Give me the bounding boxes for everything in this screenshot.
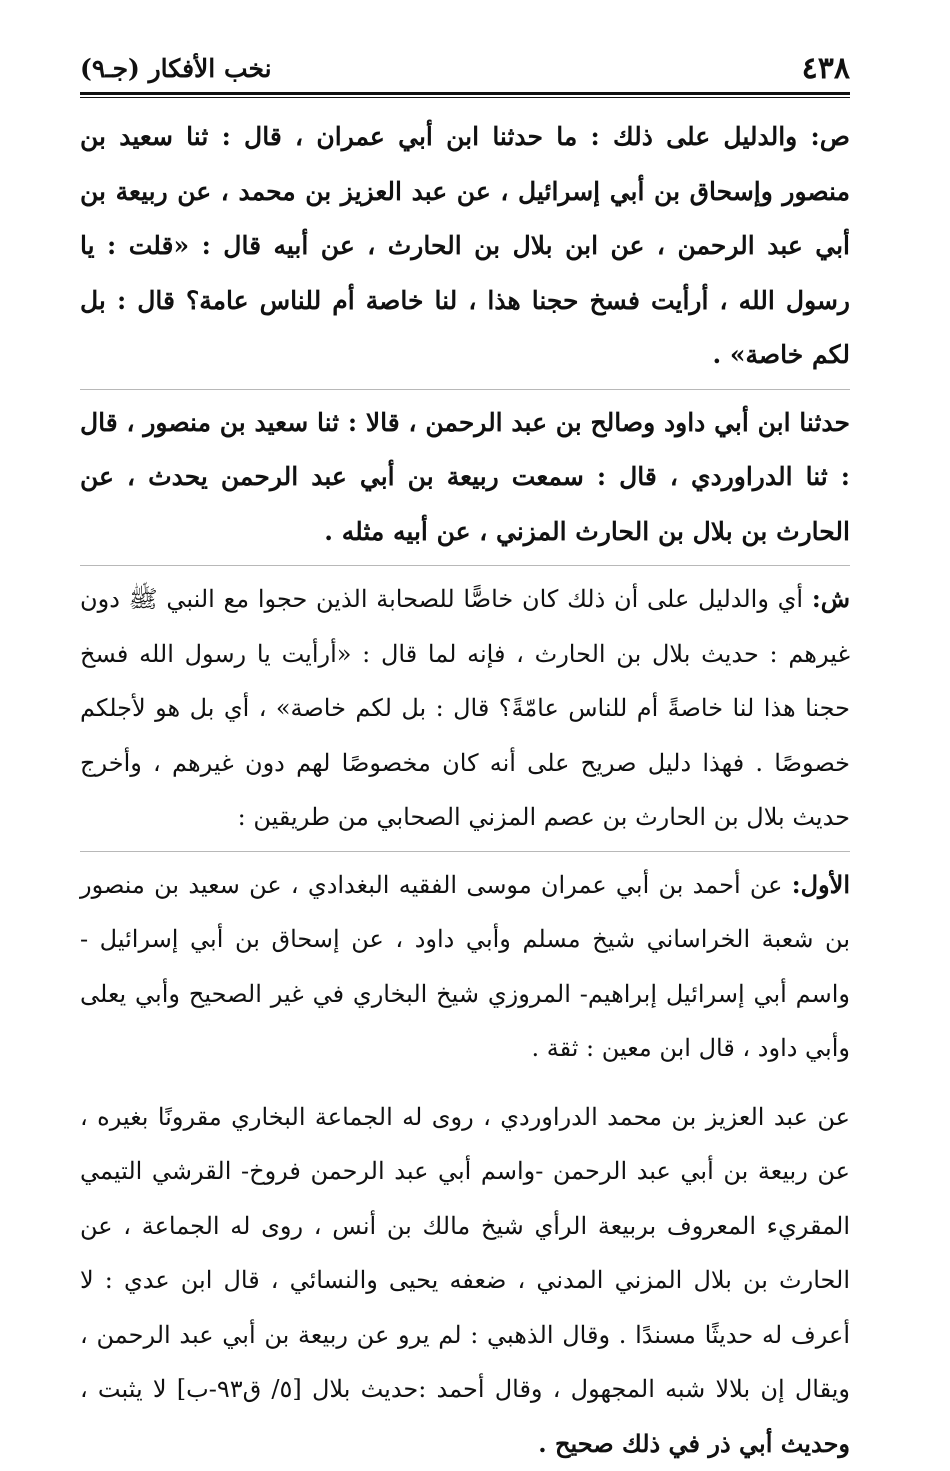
sharh-paragraph-2 (80, 858, 850, 1076)
sharh-marker: ش: (812, 584, 850, 613)
matn-text-2: حدثنا ابن أبي داود وصالح بن عبد الرحمن ، قالا : ثنا سعيد بن منصور ، قال : ثنا الدراوردي ، قال : سمعت ربيعة بن أبي عبد الرحمن يحدث ، عن الحارث بن بلال بن الحارث المزني ، عن أبيه مثله . (80, 408, 850, 546)
sharh-paragraph-1 (80, 572, 850, 845)
closing-bold-text: وحديث أبي ذر في ذلك صحيح . (538, 1429, 850, 1458)
header-rule-thin (80, 97, 850, 98)
running-title: نخب الأفكار (جـ٩) (80, 50, 272, 88)
header-rule-thick (80, 92, 850, 95)
paragraph-divider (80, 851, 850, 852)
paragraph-divider (80, 389, 850, 390)
page-number: ٤٣٨ (802, 50, 850, 88)
sharh-text-3: عن عبد العزيز بن محمد الدراوردي ، روى له الجماعة البخاري مقرونًا بغيره ، عن ربيعة بن أبي عبد الرحمن -واسم أبي عبد الرحمن فروخ- القرشي التيمي المقريء المعروف بربيعة الرأي شيخ مالك بن أنس ، روى له الجماعة ، عن الحارث بن بلال المزني المدني ، ضعفه يحيى والنسائي ، قال ابن عدي : لا أعرف له حديثًا مسندًا . وقال الذهبي : لم يرو عن ربيعة بن أبي عبد الرحمن ، ويقال إن بلالا شبه المجهول ، وقال أحمد :حديث بلال [٥/ ق٩٣-ب] لا يثبت ، (80, 1103, 850, 1404)
matn-marker: ص: (811, 122, 850, 151)
matn-paragraph-2 (80, 396, 850, 560)
paragraph-divider (80, 565, 850, 566)
matn-paragraph-1 (80, 110, 850, 383)
first-chain-marker: الأول: (792, 870, 850, 899)
matn-text-1: والدليل على ذلك : ما حدثنا ابن أبي عمران ، قال : ثنا سعيد بن منصور وإسحاق بن أبي إسرائيل ، عن عبد العزيز بن محمد ، عن ربيعة بن أبي عبد الرحمن ، عن ابن بلال بن الحارث ، عن أبيه قال : «قلت : يا رسول الله ، أرأيت فسخ حجنا هذا ، لنا خاصة أم للناس عامة؟ قال : بل لكم خاصة» . (80, 122, 850, 369)
sharh-text-2: عن أحمد بن أبي عمران موسى الفقيه البغدادي ، عن سعيد بن منصور بن شعبة الخراساني شيخ مسلم وأبي داود ، عن إسحاق بن أبي إسرائيل - واسم أبي إسرائيل إبراهيم- المروزي شيخ البخاري في غير الصحيح وأبي يعلى وأبي داود ، قال ابن معين : ثقة . (80, 871, 850, 1063)
page (80, 50, 850, 1471)
sharh-paragraph-3 (80, 1090, 850, 1471)
page-header (80, 50, 850, 88)
sharh-text-1: أي والدليل على أن ذلك كان خاصًّا للصحابة الذين حجوا مع النبي ﷺ دون غيرهم : حديث بلال بن الحارث ، فإنه لما قال : «أرأيت يا رسول الله فسخ حجنا هذا لنا خاصةً أم للناس عامّةً؟ قال : بل لكم خاصة» ، أي بل هو لأجلكم خصوصًا . فهذا دليل صريح على أنه كان مخصوصًا لهم دون غيرهم ، وأخرج حديث بلال بن الحارث بن عصم المزني الصحابي من طريقين : (80, 585, 850, 831)
